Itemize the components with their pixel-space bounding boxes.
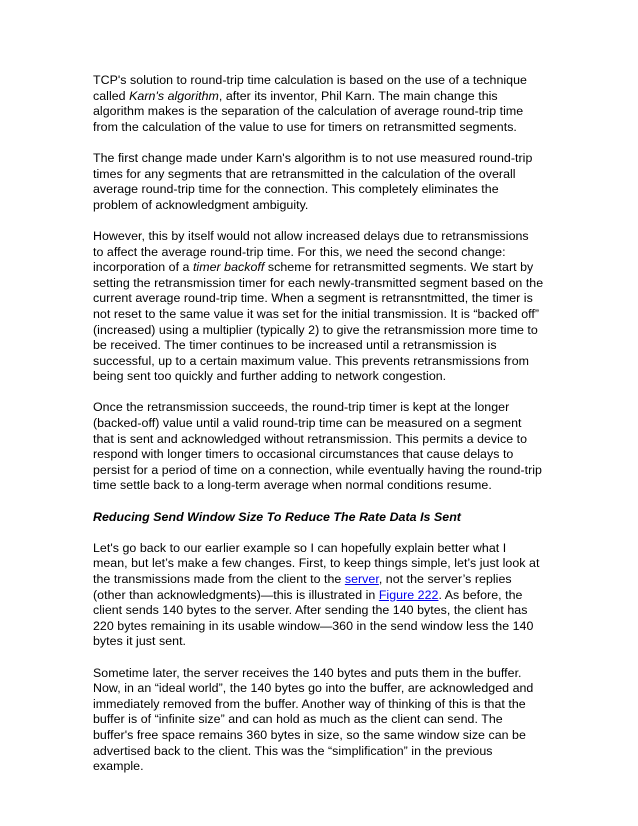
text-line: buffer is of “infinite size” and can hold as much as the client can send. The [93, 712, 503, 727]
text-line: advertised back to the client. This was the “simplification” in the previous [93, 743, 493, 758]
text-line: Sometime later, the server receives the 140 bytes and puts them in the buffer. [93, 665, 522, 680]
text-span: (other than acknowledgments)—this is illustrated in [93, 587, 379, 602]
server-link[interactable]: server [344, 572, 379, 586]
text-line: (backed-off) value until a valid round-trip time can be measured on a segment [93, 416, 522, 431]
text-span: , not the server’s replies [378, 572, 512, 586]
section-heading: Reducing Send Window Size To Reduce The Rate Data Is Sent [93, 509, 461, 524]
text-line: example. [93, 759, 144, 774]
text-line: that is sent and acknowledged without retransmission. This permits a device to [93, 431, 528, 446]
text-line: (increased) using a multiplier (typically 2) to give the retransmission more time to [93, 322, 538, 337]
text-line: However, this by itself would not allow increased delays due to retransmissions [93, 228, 529, 243]
text-span: the transmissions made from the client to the [93, 572, 345, 586]
paragraph-retransmission-succeeds [93, 400, 549, 494]
text-line: algorithm makes is the separation of the calculation of average round-trip time [93, 104, 524, 119]
text-line: from the calculation of the value to use for timers on retransmitted segments. [93, 119, 517, 134]
emphasis-timer-backoff: timer backoff [192, 260, 265, 275]
text-line: buffer's free space remains 360 bytes in size, so the same window size can be [93, 727, 526, 742]
text-line: mean, but let’s make a few changes. First, to keep things simple, let’s just look at [93, 556, 540, 571]
emphasis-karns-algorithm: Karn's algorithm [129, 88, 219, 103]
text-span: incorporation of a [93, 260, 193, 275]
text-line: Let's go back to our earlier example so I can hopefully explain better what I [93, 540, 507, 555]
paragraph-ideal-world [93, 666, 549, 775]
text-line: to affect the average round-trip time. For this, we need the second change: [93, 244, 506, 259]
text-line [93, 588, 549, 604]
text-line: current average round-trip time. When a segment is retransntmitted, the timer is [93, 291, 533, 306]
text-line: respond with longer timers to occasional circumstances that cause delays to [93, 447, 514, 462]
text-line: Now, in an “ideal world”, the 140 bytes go into the buffer, are acknowledged and [93, 681, 534, 696]
text-span: . As before, the [438, 587, 523, 602]
text-line [93, 260, 549, 276]
text-line: Once the retransmission succeeds, the round-trip timer is kept at the longer [93, 400, 510, 415]
text-line: bytes it just sent. [93, 634, 187, 649]
text-line: The first change made under Karn's algorithm is to not use measured round-trip [93, 150, 533, 165]
text-line: time settle back to a long-term average when normal conditions resume. [93, 478, 492, 493]
text-line: not reset to the same value it was set for the initial transmission. It is “backed off” [93, 306, 540, 321]
text-line: average round-trip time for the connection. This completely eliminates the [93, 182, 499, 197]
text-line: being sent too quickly and further adding to network congestion. [93, 369, 447, 384]
text-line [93, 89, 549, 105]
paragraph-example [93, 541, 549, 650]
paragraph-timer-backoff [93, 229, 549, 385]
text-line: successful, up to a certain maximum value. This prevents retransmissions from [93, 353, 529, 368]
text-line: client sends 140 bytes to the server. After sending the 140 bytes, the client has [93, 603, 528, 618]
text-span: , after its inventor, Phil Karn. The main change this [218, 88, 498, 103]
text-line: setting the retransmission timer for each newly-transmitted segment based on the [93, 275, 544, 290]
text-line: be received. The timer continues to be increased until a retransmission is [93, 338, 497, 353]
paragraph-first-change [93, 151, 549, 213]
figure-222-link[interactable]: Figure 222 [378, 587, 439, 602]
text-line: TCP's solution to round-trip time calculation is based on the use of a technique [93, 73, 527, 87]
document-page [93, 73, 549, 790]
text-span: scheme for retransmitted segments. We start by [264, 260, 534, 275]
text-line: 220 bytes remaining in its usable window—360 in the send window less the 140 [93, 618, 534, 633]
text-line: immediately removed from the buffer. Another way of thinking of this is that the [93, 696, 526, 711]
text-line [93, 572, 549, 588]
text-line: times for any segments that are retransmitted in the calculation of the overall [93, 166, 516, 181]
text-line: problem of acknowledgment ambiguity. [93, 197, 309, 212]
paragraph-karn-intro [93, 73, 549, 135]
text-line: persist for a period of time on a connection, while eventually having the round-trip [93, 462, 542, 477]
text-span: called [93, 88, 130, 103]
